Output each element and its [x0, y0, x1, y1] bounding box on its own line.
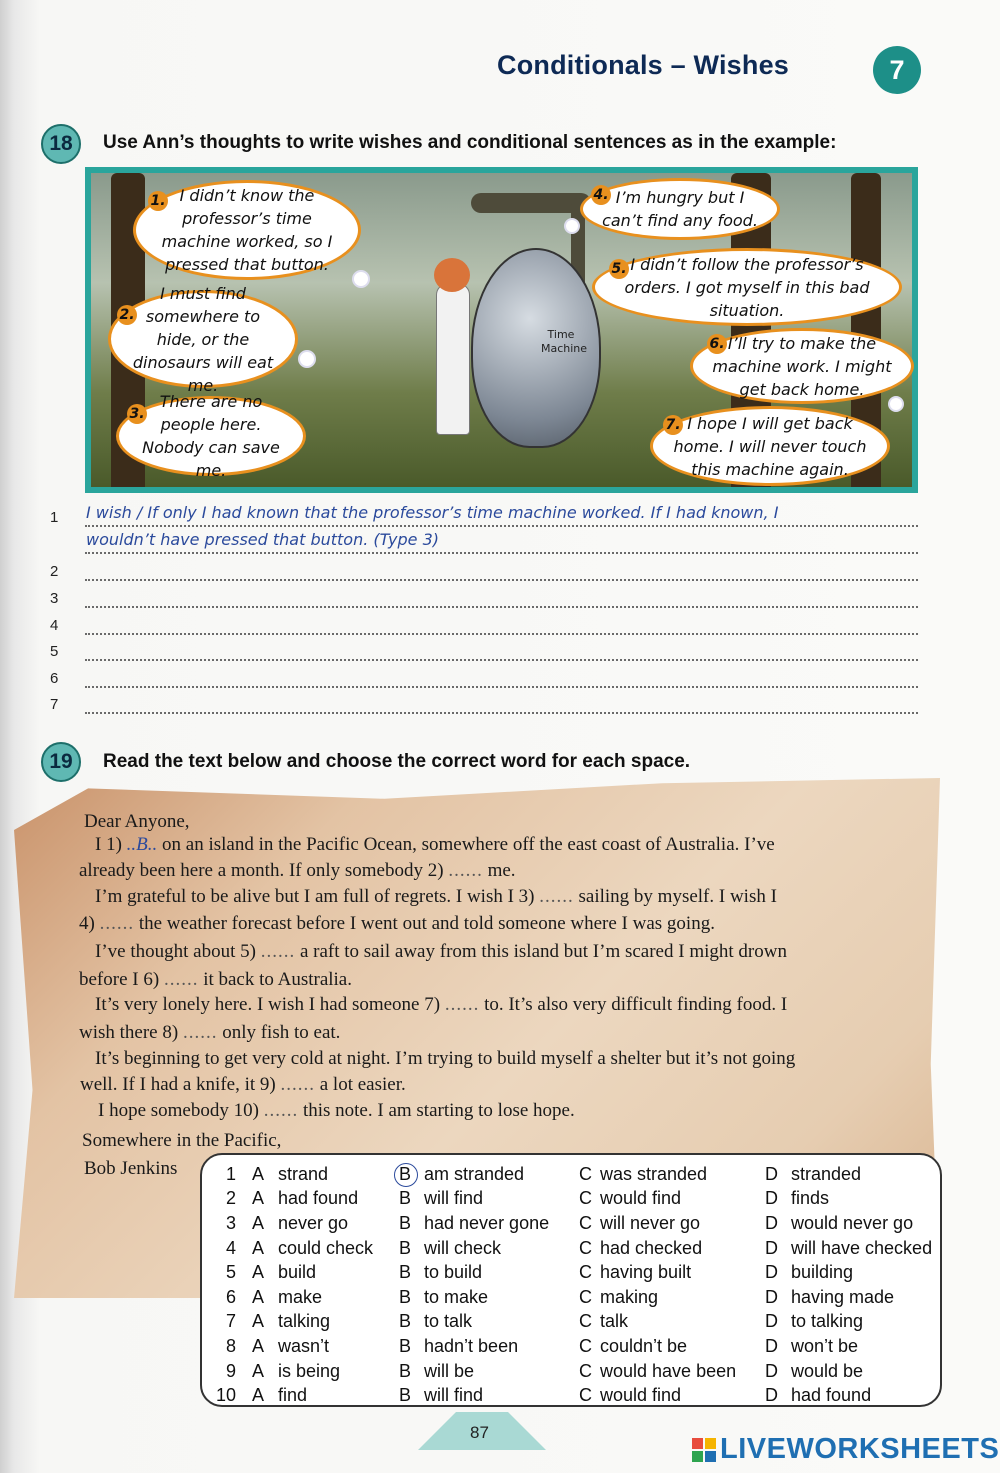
letter-line-6: before I 6) ...... it back to Australia.	[79, 969, 352, 990]
option-10a[interactable]: find	[278, 1385, 308, 1405]
option-row-5: 5 A build B to build C having built D building	[226, 1262, 854, 1282]
option-10b[interactable]: will find	[424, 1385, 484, 1405]
option-3a[interactable]: never go	[278, 1213, 349, 1233]
liveworksheets-logo-icon	[692, 1438, 716, 1462]
thought-bubble-4: 4. I’m hungry but I can’t find any food.	[580, 178, 780, 240]
option-row-1: 1 A strand B am stranded C was stranded D stranded	[202, 1164, 944, 1188]
thought-bubble-5: 5. I didn’t follow the professor’s orders. I got myself in this bad situation.	[592, 248, 902, 326]
options-box	[200, 1153, 942, 1407]
ann-character	[436, 283, 470, 435]
answer-number-1: 1	[50, 509, 59, 526]
liveworksheets-brand[interactable]: LIVEWORKSHEETS	[720, 1433, 1000, 1465]
letter-line-1: I 1) ..B.. on an island in the Pacific Ocean, somewhere off the east coast of Australia. I’ve	[95, 834, 775, 855]
option-7a[interactable]: talking	[278, 1311, 331, 1331]
option-row-2: 2 A had found B will find C would find D finds	[226, 1188, 830, 1208]
thought-bubble-3: 3. There are no people here. Nobody can save me.	[116, 396, 306, 476]
page-tab-right	[508, 1412, 546, 1450]
ann-head	[434, 258, 470, 292]
letter-line-11: I hope somebody 10) ...... this note. I am starting to lose hope.	[98, 1100, 575, 1121]
option-row-6: 6 A make B to make C making D having made	[226, 1287, 895, 1307]
option-7d[interactable]: to talking	[791, 1311, 864, 1331]
gap-4[interactable]: ......	[99, 913, 135, 934]
letter-line-3: I’m grateful to be alive but I am full of regrets. I wish I 3) ...... sailing by myself. I wish I	[95, 886, 777, 907]
option-5a[interactable]: build	[278, 1262, 317, 1282]
option-3d[interactable]: would never go	[791, 1213, 914, 1233]
option-6b[interactable]: to make	[424, 1287, 489, 1307]
option-5b[interactable]: to build	[424, 1262, 483, 1282]
gap-8[interactable]: ......	[182, 1022, 218, 1043]
letter-line-7: It’s very lonely here. I wish I had someone 7) ...... to. It’s also very difficult finding food. I	[95, 994, 788, 1015]
option-9c[interactable]: would have been	[600, 1361, 737, 1381]
option-row-3: 3 A never go B had never gone C will never go D would never go	[226, 1213, 914, 1233]
option-row-8: 8 A wasn’t B hadn’t been C couldn’t be D won’t be	[226, 1336, 859, 1356]
letter-line-4: 4) ...... the weather forecast before I went out and told someone where I was going.	[79, 913, 715, 934]
option-10c[interactable]: would find	[600, 1385, 682, 1405]
example-answer-line2: wouldn’t have pressed that button. (Type 3)	[86, 530, 440, 549]
exercise-19-instruction: Read the text below and choose the correct word for each space.	[103, 751, 691, 772]
thought-bubble-2: 2. I must find somewhere to hide, or the dinosaurs will eat me.	[108, 290, 298, 388]
option-2a[interactable]: had found	[278, 1188, 359, 1208]
page-tab-left	[418, 1412, 456, 1450]
option-row-9: 9 A is being B will be C would have been D would be	[226, 1361, 864, 1381]
option-4c[interactable]: had checked	[600, 1238, 703, 1258]
letter-line-8: wish there 8) ...... only fish to eat.	[79, 1022, 341, 1043]
option-4d[interactable]: will have checked	[791, 1238, 933, 1258]
chapter-badge: 7	[873, 46, 921, 94]
letter-closing: Somewhere in the Pacific,	[82, 1130, 282, 1151]
exercise-19-number: 19	[41, 742, 81, 782]
gap-10[interactable]: ......	[263, 1100, 299, 1121]
option-6c[interactable]: making	[600, 1287, 659, 1307]
answer-number-2: 2	[50, 563, 59, 580]
gap-9[interactable]: ......	[280, 1074, 315, 1095]
answer-line-7[interactable]	[85, 692, 918, 714]
answer-number-3: 3	[50, 590, 59, 607]
answer-number-4: 4	[50, 617, 59, 634]
option-1d[interactable]: stranded	[791, 1164, 862, 1184]
gap-3[interactable]: ......	[539, 886, 574, 907]
gap-5[interactable]: ......	[260, 941, 296, 962]
option-3b[interactable]: had never gone	[424, 1213, 550, 1233]
option-1b[interactable]: am stranded	[424, 1164, 525, 1184]
option-4b[interactable]: will check	[424, 1238, 502, 1258]
option-5c[interactable]: having built	[600, 1262, 692, 1282]
answer-line-2[interactable]	[85, 559, 918, 581]
letter-signature: Bob Jenkins	[84, 1158, 178, 1179]
gap-7[interactable]: ......	[444, 994, 480, 1015]
option-8c[interactable]: couldn’t be	[600, 1336, 688, 1356]
option-1b-letter: B	[399, 1164, 411, 1185]
answer-line-6[interactable]	[85, 666, 918, 688]
option-2c[interactable]: would find	[600, 1188, 682, 1208]
option-2d[interactable]: finds	[791, 1188, 830, 1208]
answer-line-4[interactable]	[85, 613, 918, 635]
option-4a[interactable]: could check	[278, 1238, 374, 1258]
letter-line-10: well. If I had a knife, it 9) ...... a lot easier.	[80, 1074, 406, 1095]
letter-line-5: I’ve thought about 5) ...... a raft to sail away from this island but I’m scared I might drown	[95, 941, 787, 962]
answer-number-7: 7	[50, 696, 59, 713]
exercise-18-instruction: Use Ann’s thoughts to write wishes and conditional sentences as in the example:	[103, 132, 837, 153]
option-row-10: 10 A find B will find C would find D had found	[216, 1385, 872, 1405]
page-number: 87	[470, 1423, 489, 1442]
letter-greeting: Dear Anyone,	[84, 811, 190, 832]
option-3c[interactable]: will never go	[600, 1213, 701, 1233]
option-8b[interactable]: hadn’t been	[424, 1336, 519, 1356]
answer-number-5: 5	[50, 643, 59, 660]
exercise-18-number: 18	[41, 124, 81, 164]
gap-2[interactable]: ......	[448, 860, 483, 881]
thought-bubble-6: 6. I’ll try to make the machine work. I might get back home.	[690, 328, 914, 404]
answer-line-3[interactable]	[85, 586, 918, 608]
time-machine	[471, 248, 601, 448]
option-7b[interactable]: to talk	[424, 1311, 473, 1331]
option-9d[interactable]: would be	[791, 1361, 864, 1381]
letter-line-9: It’s beginning to get very cold at night. I’m trying to build myself a shelter but it’s not going	[95, 1048, 796, 1069]
option-1a[interactable]: strand	[278, 1164, 329, 1184]
option-10d[interactable]: had found	[791, 1385, 872, 1405]
thought-bubble-7: 7. I hope I will get back home. I will never touch this machine again.	[650, 406, 890, 486]
gap-6[interactable]: ......	[163, 969, 199, 990]
option-9a[interactable]: is being	[278, 1361, 341, 1381]
option-8a[interactable]: wasn’t	[278, 1336, 330, 1356]
machine-label: Time Machine	[541, 328, 588, 355]
page-title: Conditionals – Wishes	[497, 50, 789, 80]
option-9b[interactable]: will be	[424, 1361, 475, 1381]
letter-line-2: already been here a month. If only somebody 2) ...... me.	[79, 860, 516, 881]
answer-line-5[interactable]	[85, 639, 918, 661]
option-6a[interactable]: make	[278, 1287, 323, 1307]
option-6d[interactable]: having made	[791, 1287, 895, 1307]
option-5d[interactable]: building	[791, 1262, 854, 1282]
thought-bubble-1: 1. I didn’t know the professor’s time machine worked, so I pressed that button.	[133, 180, 361, 280]
option-7c[interactable]: talk	[600, 1311, 629, 1331]
option-2b[interactable]: will find	[424, 1188, 484, 1208]
answer-number-6: 6	[50, 670, 59, 687]
option-row-7: 7 A talking B to talk C talk D to talking	[226, 1311, 864, 1331]
option-1c[interactable]: was stranded	[600, 1164, 708, 1184]
gap-1-answer: ..B..	[126, 834, 158, 855]
option-row-4: 4 A could check B will check C had checked D will have checked	[226, 1238, 933, 1258]
option-8d[interactable]: won’t be	[791, 1336, 859, 1356]
example-answer-line1: I wish / If only I had known that the professor’s time machine worked. If I had known, I	[86, 503, 779, 522]
